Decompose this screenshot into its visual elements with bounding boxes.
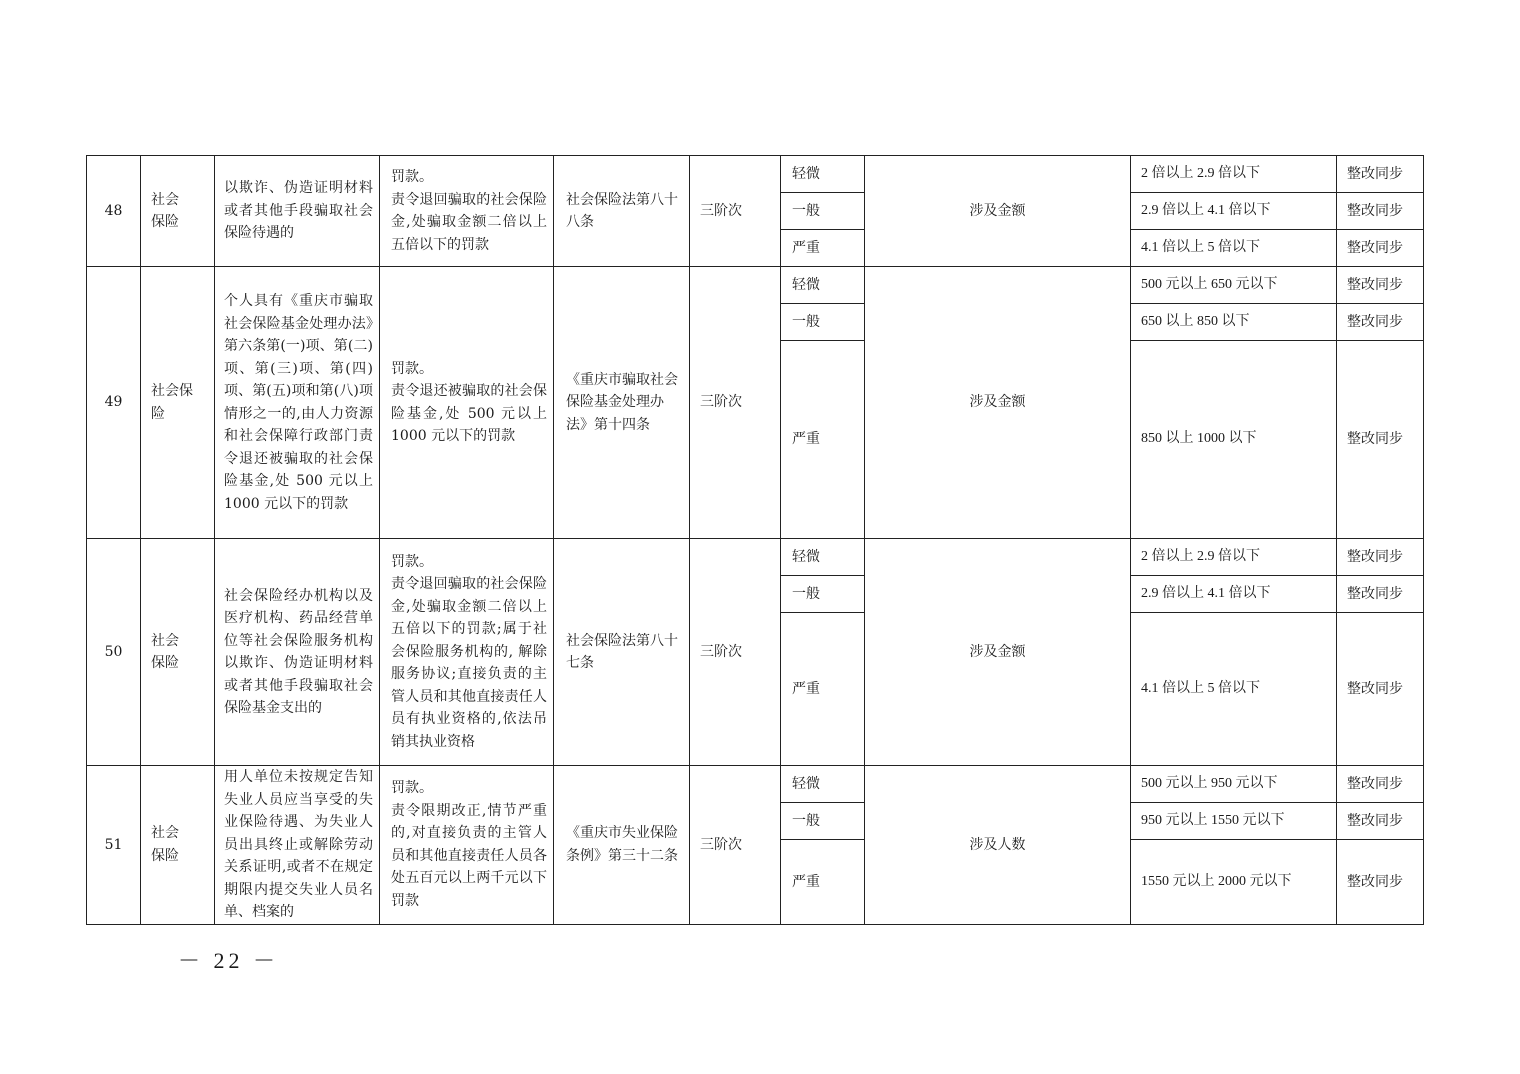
item-category: 社会 保险	[141, 156, 215, 267]
severity-grade: 轻微	[781, 766, 865, 803]
violation-description: 以欺诈、伪造证明材料或者其他手段骗取社会保险待遇的	[215, 156, 380, 267]
legal-basis: 社会保险法第八十七条	[554, 539, 690, 766]
severity-grade: 严重	[781, 840, 865, 924]
penalty-standard: 1550 元以上 2000 元以下	[1131, 840, 1337, 924]
rectification-mode: 整改同步	[1337, 539, 1424, 576]
penalty-standard: 500 元以上 950 元以下	[1131, 766, 1337, 803]
penalty-standard: 950 元以上 1550 元以下	[1131, 803, 1337, 840]
penalty-standard: 2 倍以上 2.9 倍以下	[1131, 156, 1337, 193]
legal-basis: 社会保险法第八十八条	[554, 156, 690, 267]
severity-grade: 轻微	[781, 156, 865, 193]
severity-grade: 轻微	[781, 539, 865, 576]
violation-description: 用人单位未按规定告知失业人员应当享受的失业保险待遇、为失业人员出具终止或解除劳动关系证明,或者不在规定期限内提交失业人员名单、档案的	[215, 766, 380, 925]
rectification-mode: 整改同步	[1337, 803, 1424, 840]
severity-grade: 一般	[781, 304, 865, 341]
rectification-mode: 整改同步	[1337, 267, 1424, 304]
penalty-standard: 2 倍以上 2.9 倍以下	[1131, 539, 1337, 576]
item-category: 社会保 险	[141, 267, 215, 539]
severity-grade: 一般	[781, 803, 865, 840]
item-number: 51	[87, 766, 141, 925]
discretion-factor: 涉及金额	[865, 539, 1131, 766]
rectification-mode: 整改同步	[1337, 840, 1424, 924]
table-row	[87, 766, 1424, 803]
rectification-mode: 整改同步	[1337, 766, 1424, 803]
severity-grade: 严重	[781, 341, 865, 539]
rectification-mode: 整改同步	[1337, 193, 1424, 230]
rectification-mode: 整改同步	[1337, 341, 1424, 539]
table-row	[87, 156, 1424, 193]
table-row	[87, 267, 1424, 304]
penalty-discretion-table	[86, 155, 1424, 925]
severity-grade: 严重	[781, 230, 865, 267]
severity-grade: 一般	[781, 193, 865, 230]
rectification-mode: 整改同步	[1337, 576, 1424, 613]
item-category: 社会 保险	[141, 766, 215, 925]
page-number: － 22 －	[178, 948, 280, 973]
item-number: 49	[87, 267, 141, 539]
table-row	[87, 539, 1424, 576]
severity-grade: 一般	[781, 576, 865, 613]
penalty-content: 罚款。 责令退还被骗取的社会保险基金,处 500 元以上 1000 元以下的罚款	[380, 267, 554, 539]
discretion-levels: 三阶次	[690, 156, 781, 267]
violation-description: 社会保险经办机构以及医疗机构、药品经营单位等社会保险服务机构以欺诈、伪造证明材料或者其他手段骗取社会保险基金支出的	[215, 539, 380, 766]
rectification-mode: 整改同步	[1337, 156, 1424, 193]
penalty-standard: 850 以上 1000 以下	[1131, 341, 1337, 539]
penalty-content: 罚款。 责令限期改正,情节严重的,对直接负责的主管人员和其他直接责任人员各处五百元以上两千元以下罚款	[380, 766, 554, 925]
discretion-factor: 涉及人数	[865, 766, 1131, 925]
item-number: 50	[87, 539, 141, 766]
penalty-content: 罚款。 责令退回骗取的社会保险金,处骗取金额二倍以上五倍以下的罚款	[380, 156, 554, 267]
legal-basis: 《重庆市骗取社会保险基金处理办法》第十四条	[554, 267, 690, 539]
violation-description: 个人具有《重庆市骗取社会保险基金处理办法》第六条第(一)项、第(二)项、第(三)项、第(四)项、第(五)项和第(八)项情形之一的,由人力资源和社会保障行政部门责令退还被骗取的社会保险基金,处 500 元以上 1000 元以下的罚款	[215, 267, 380, 539]
penalty-standard: 2.9 倍以上 4.1 倍以下	[1131, 576, 1337, 613]
legal-basis: 《重庆市失业保险条例》第三十二条	[554, 766, 690, 925]
discretion-levels: 三阶次	[690, 267, 781, 539]
item-number: 48	[87, 156, 141, 267]
severity-grade: 轻微	[781, 267, 865, 304]
rectification-mode: 整改同步	[1337, 304, 1424, 341]
penalty-content: 罚款。 责令退回骗取的社会保险金,处骗取金额二倍以上五倍以下的罚款;属于社会保险服务机构的, 解除服务协议;直接负责的主管人员和其他直接责任人员有执业资格的,依法吊销其执业资格	[380, 539, 554, 766]
rectification-mode: 整改同步	[1337, 613, 1424, 766]
penalty-standard: 500 元以上 650 元以下	[1131, 267, 1337, 304]
penalty-standard: 650 以上 850 以下	[1131, 304, 1337, 341]
penalty-standard: 2.9 倍以上 4.1 倍以下	[1131, 193, 1337, 230]
penalty-standard: 4.1 倍以上 5 倍以下	[1131, 613, 1337, 766]
discretion-levels: 三阶次	[690, 539, 781, 766]
discretion-levels: 三阶次	[690, 766, 781, 925]
penalty-standard: 4.1 倍以上 5 倍以下	[1131, 230, 1337, 267]
item-category: 社会 保险	[141, 539, 215, 766]
severity-grade: 严重	[781, 613, 865, 766]
rectification-mode: 整改同步	[1337, 230, 1424, 267]
discretion-factor: 涉及金额	[865, 267, 1131, 539]
discretion-factor: 涉及金额	[865, 156, 1131, 267]
